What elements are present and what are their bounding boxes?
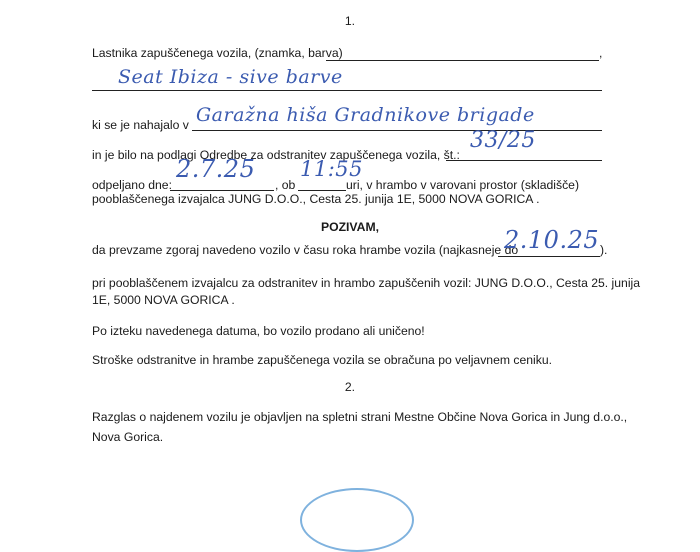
owner-line <box>326 60 599 61</box>
deadline-line <box>498 256 600 257</box>
vehicle-handwritten: Seat Ibiza - sive barve <box>118 66 343 88</box>
removed-date-line <box>170 190 274 191</box>
contractor-line-1: pri pooblaščenem izvajalcu za odstranitev in hrambo zapuščenih vozil: JUNG D.O.O., Cesta 25. junija <box>92 276 641 290</box>
removed-time-handwritten: 11:55 <box>300 157 364 181</box>
notice-line-1: Razglas o najdenem vozilu je objavljen na spletni strani Mestne Občine Nova Gorica in Jung d.o.o., <box>92 410 628 424</box>
removed-date-handwritten: 2.7.25 <box>176 155 256 183</box>
owner-label: Lastnika zapuščenega vozila, (znamka, barva) <box>92 46 343 60</box>
section-1-number: 1. <box>344 14 356 28</box>
order-number-handwritten: 33/25 <box>470 128 536 153</box>
section-2-number: 2. <box>344 380 356 394</box>
time-prefix: , ob <box>275 178 296 192</box>
order-label: in je bilo na podlagi Odredbe za odstranitev zapuščenega vozila, št.: <box>92 148 460 162</box>
vehicle-line <box>92 90 602 91</box>
heading-invite: POZIVAM, <box>320 220 379 234</box>
location-handwritten: Garažna hiša Gradnikove brigade <box>196 104 535 126</box>
location-line <box>192 130 602 131</box>
located-label: ki se je nahajalo v <box>92 118 189 132</box>
owner-line-end: , <box>599 46 603 60</box>
official-stamp <box>300 488 414 552</box>
order-number-line <box>446 160 602 161</box>
deadline-handwritten: 2.10.25 <box>504 226 600 254</box>
collect-end: ). <box>600 243 608 257</box>
costs-text: Stroške odstranitve in hrambe zapuščenega vozila se obračuna po veljavnem ceniku. <box>92 353 553 367</box>
notice-line-2: Nova Gorica. <box>92 430 164 444</box>
removed-time-line <box>298 190 346 191</box>
collect-label: da prevzame zgoraj navedeno vozilo v času roka hrambe vozila (najkasneje do <box>92 243 519 257</box>
warning-text: Po izteku navedenega datuma, bo vozilo prodano ali uničeno! <box>92 324 425 338</box>
removed-label: odpeljano dne: <box>92 178 172 192</box>
contractor-line-2: 1E, 5000 NOVA GORICA . <box>92 293 235 307</box>
time-suffix: uri, v hrambo v varovani prostor (skladišče) <box>346 178 579 192</box>
authorized-line: pooblaščenega izvajalca JUNG D.O.O., Cesta 25. junija 1E, 5000 NOVA GORICA . <box>92 192 540 206</box>
